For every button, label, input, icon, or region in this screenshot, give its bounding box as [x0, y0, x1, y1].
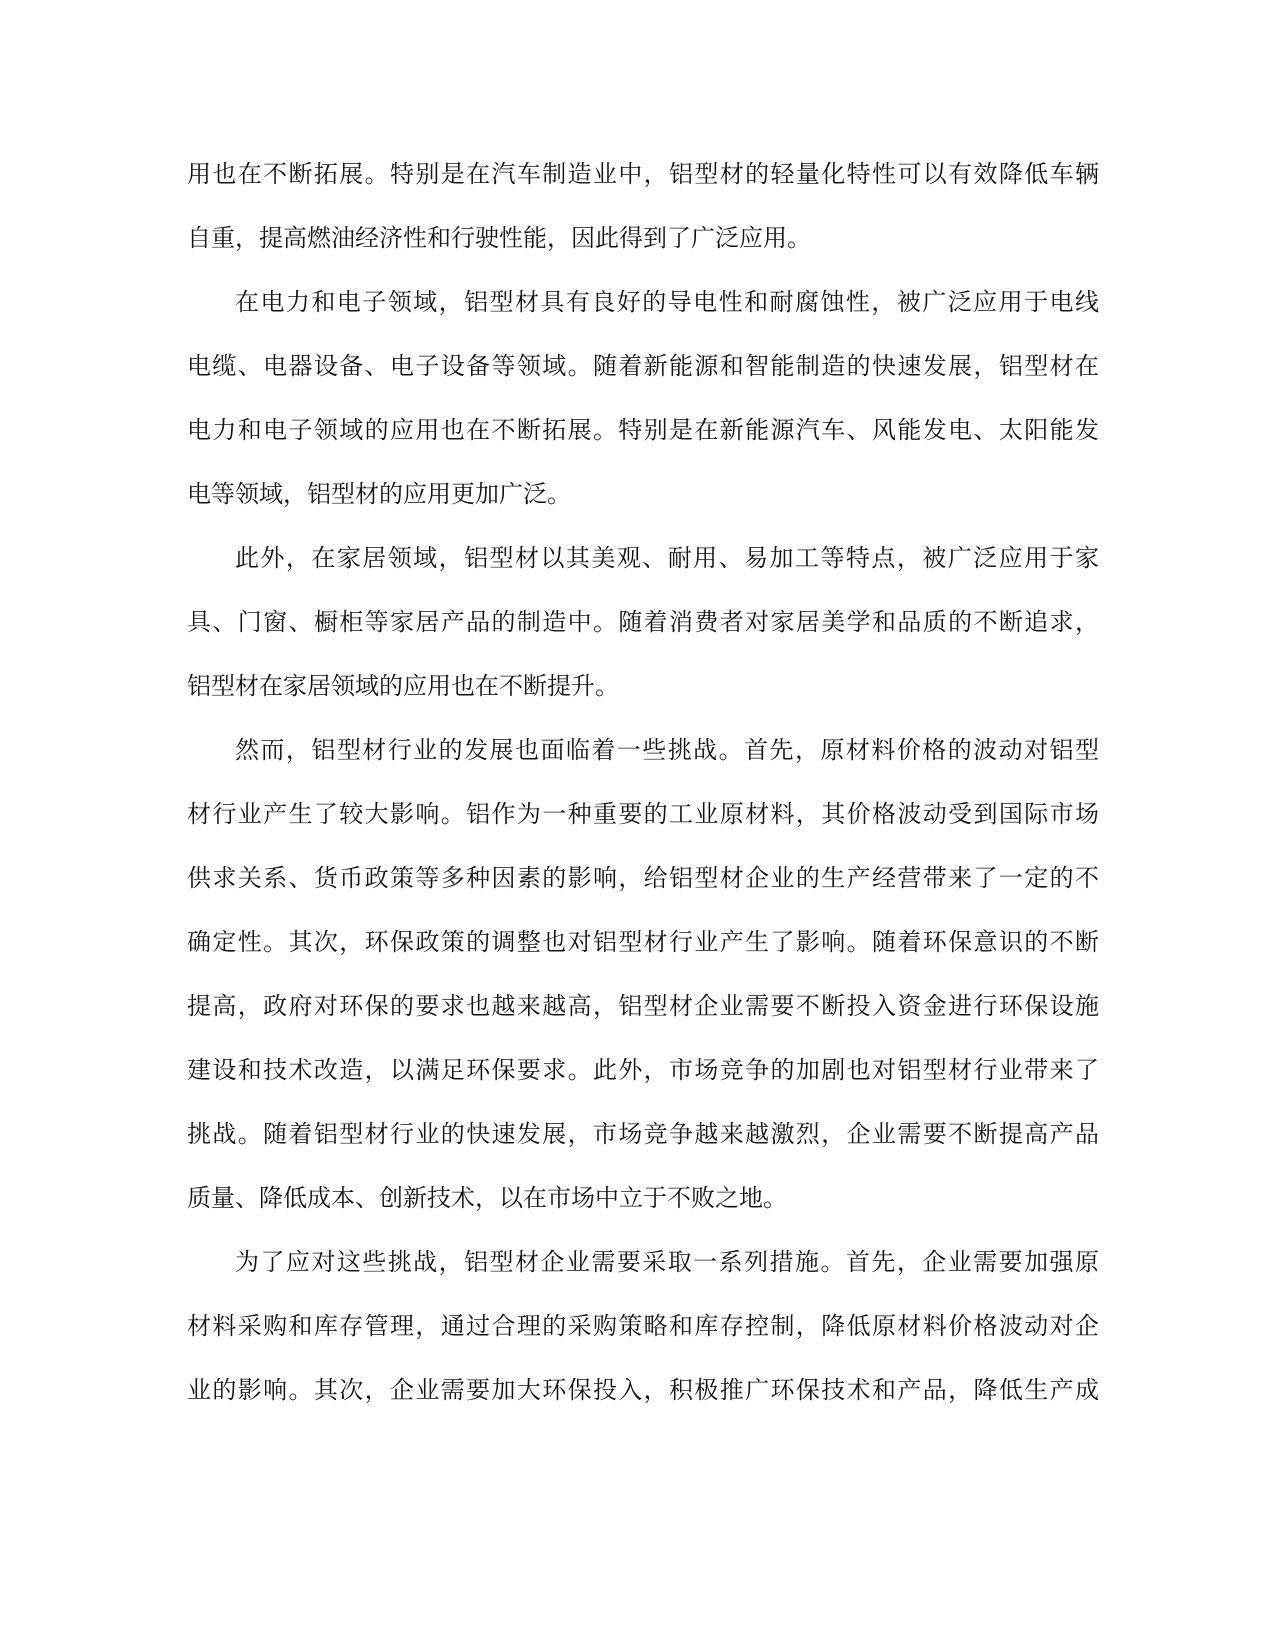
text-line: 材行业产生了较大影响。铝作为一种重要的工业原材料，其价格波动受到国际市场 — [187, 801, 1099, 828]
text-line: 用也在不断拓展。特别是在汽车制造业中，铝型材的轻量化特性可以有效降低车辆 — [187, 161, 1099, 188]
text-line: 提高，政府对环保的要求也越来越高，铝型材企业需要不断投入资金进行环保设施 — [187, 993, 1099, 1020]
text-line: 挑战。随着铝型材行业的快速发展，市场竞争越来越激烈，企业需要不断提高产品 — [187, 1121, 1099, 1148]
text-line: 电缆、电器设备、电子设备等领域。随着新能源和智能制造的快速发展，铝型材在 — [187, 353, 1099, 380]
text-line: 电力和电子领域的应用也在不断拓展。特别是在新能源汽车、风能发电、太阳能发 — [187, 417, 1099, 444]
text-line: 确定性。其次，环保政策的调整也对铝型材行业产生了影响。随着环保意识的不断 — [187, 929, 1099, 956]
text-line: 业的影响。其次，企业需要加大环保投入，积极推广环保技术和产品，降低生产成 — [187, 1377, 1099, 1404]
text-line: 在电力和电子领域，铝型材具有良好的导电性和耐腐蚀性，被广泛应用于电线 — [235, 289, 1099, 316]
text-line: 质量、降低成本、创新技术，以在市场中立于不败之地。 — [187, 1185, 787, 1212]
text-line: 电等领域，铝型材的应用更加广泛。 — [187, 481, 571, 508]
text-line: 建设和技术改造，以满足环保要求。此外，市场竞争的加剧也对铝型材行业带来了 — [187, 1057, 1099, 1084]
text-line: 为了应对这些挑战，铝型材企业需要采取一系列措施。首先，企业需要加强原 — [235, 1249, 1099, 1276]
text-line: 铝型材在家居领域的应用也在不断提升。 — [187, 673, 619, 700]
text-line: 然而，铝型材行业的发展也面临着一些挑战。首先，原材料价格的波动对铝型 — [235, 737, 1099, 764]
body-text-block — [187, 143, 1099, 1423]
text-line: 自重，提高燃油经济性和行驶性能，因此得到了广泛应用。 — [187, 225, 811, 252]
text-line: 具、门窗、橱柜等家居产品的制造中。随着消费者对家居美学和品质的不断追求， — [187, 609, 1099, 636]
text-line: 供求关系、货币政策等多种因素的影响，给铝型材企业的生产经营带来了一定的不 — [187, 865, 1099, 892]
text-line: 此外，在家居领域，铝型材以其美观、耐用、易加工等特点，被广泛应用于家 — [235, 545, 1099, 572]
text-line: 材料采购和库存管理，通过合理的采购策略和库存控制，降低原材料价格波动对企 — [187, 1313, 1099, 1340]
